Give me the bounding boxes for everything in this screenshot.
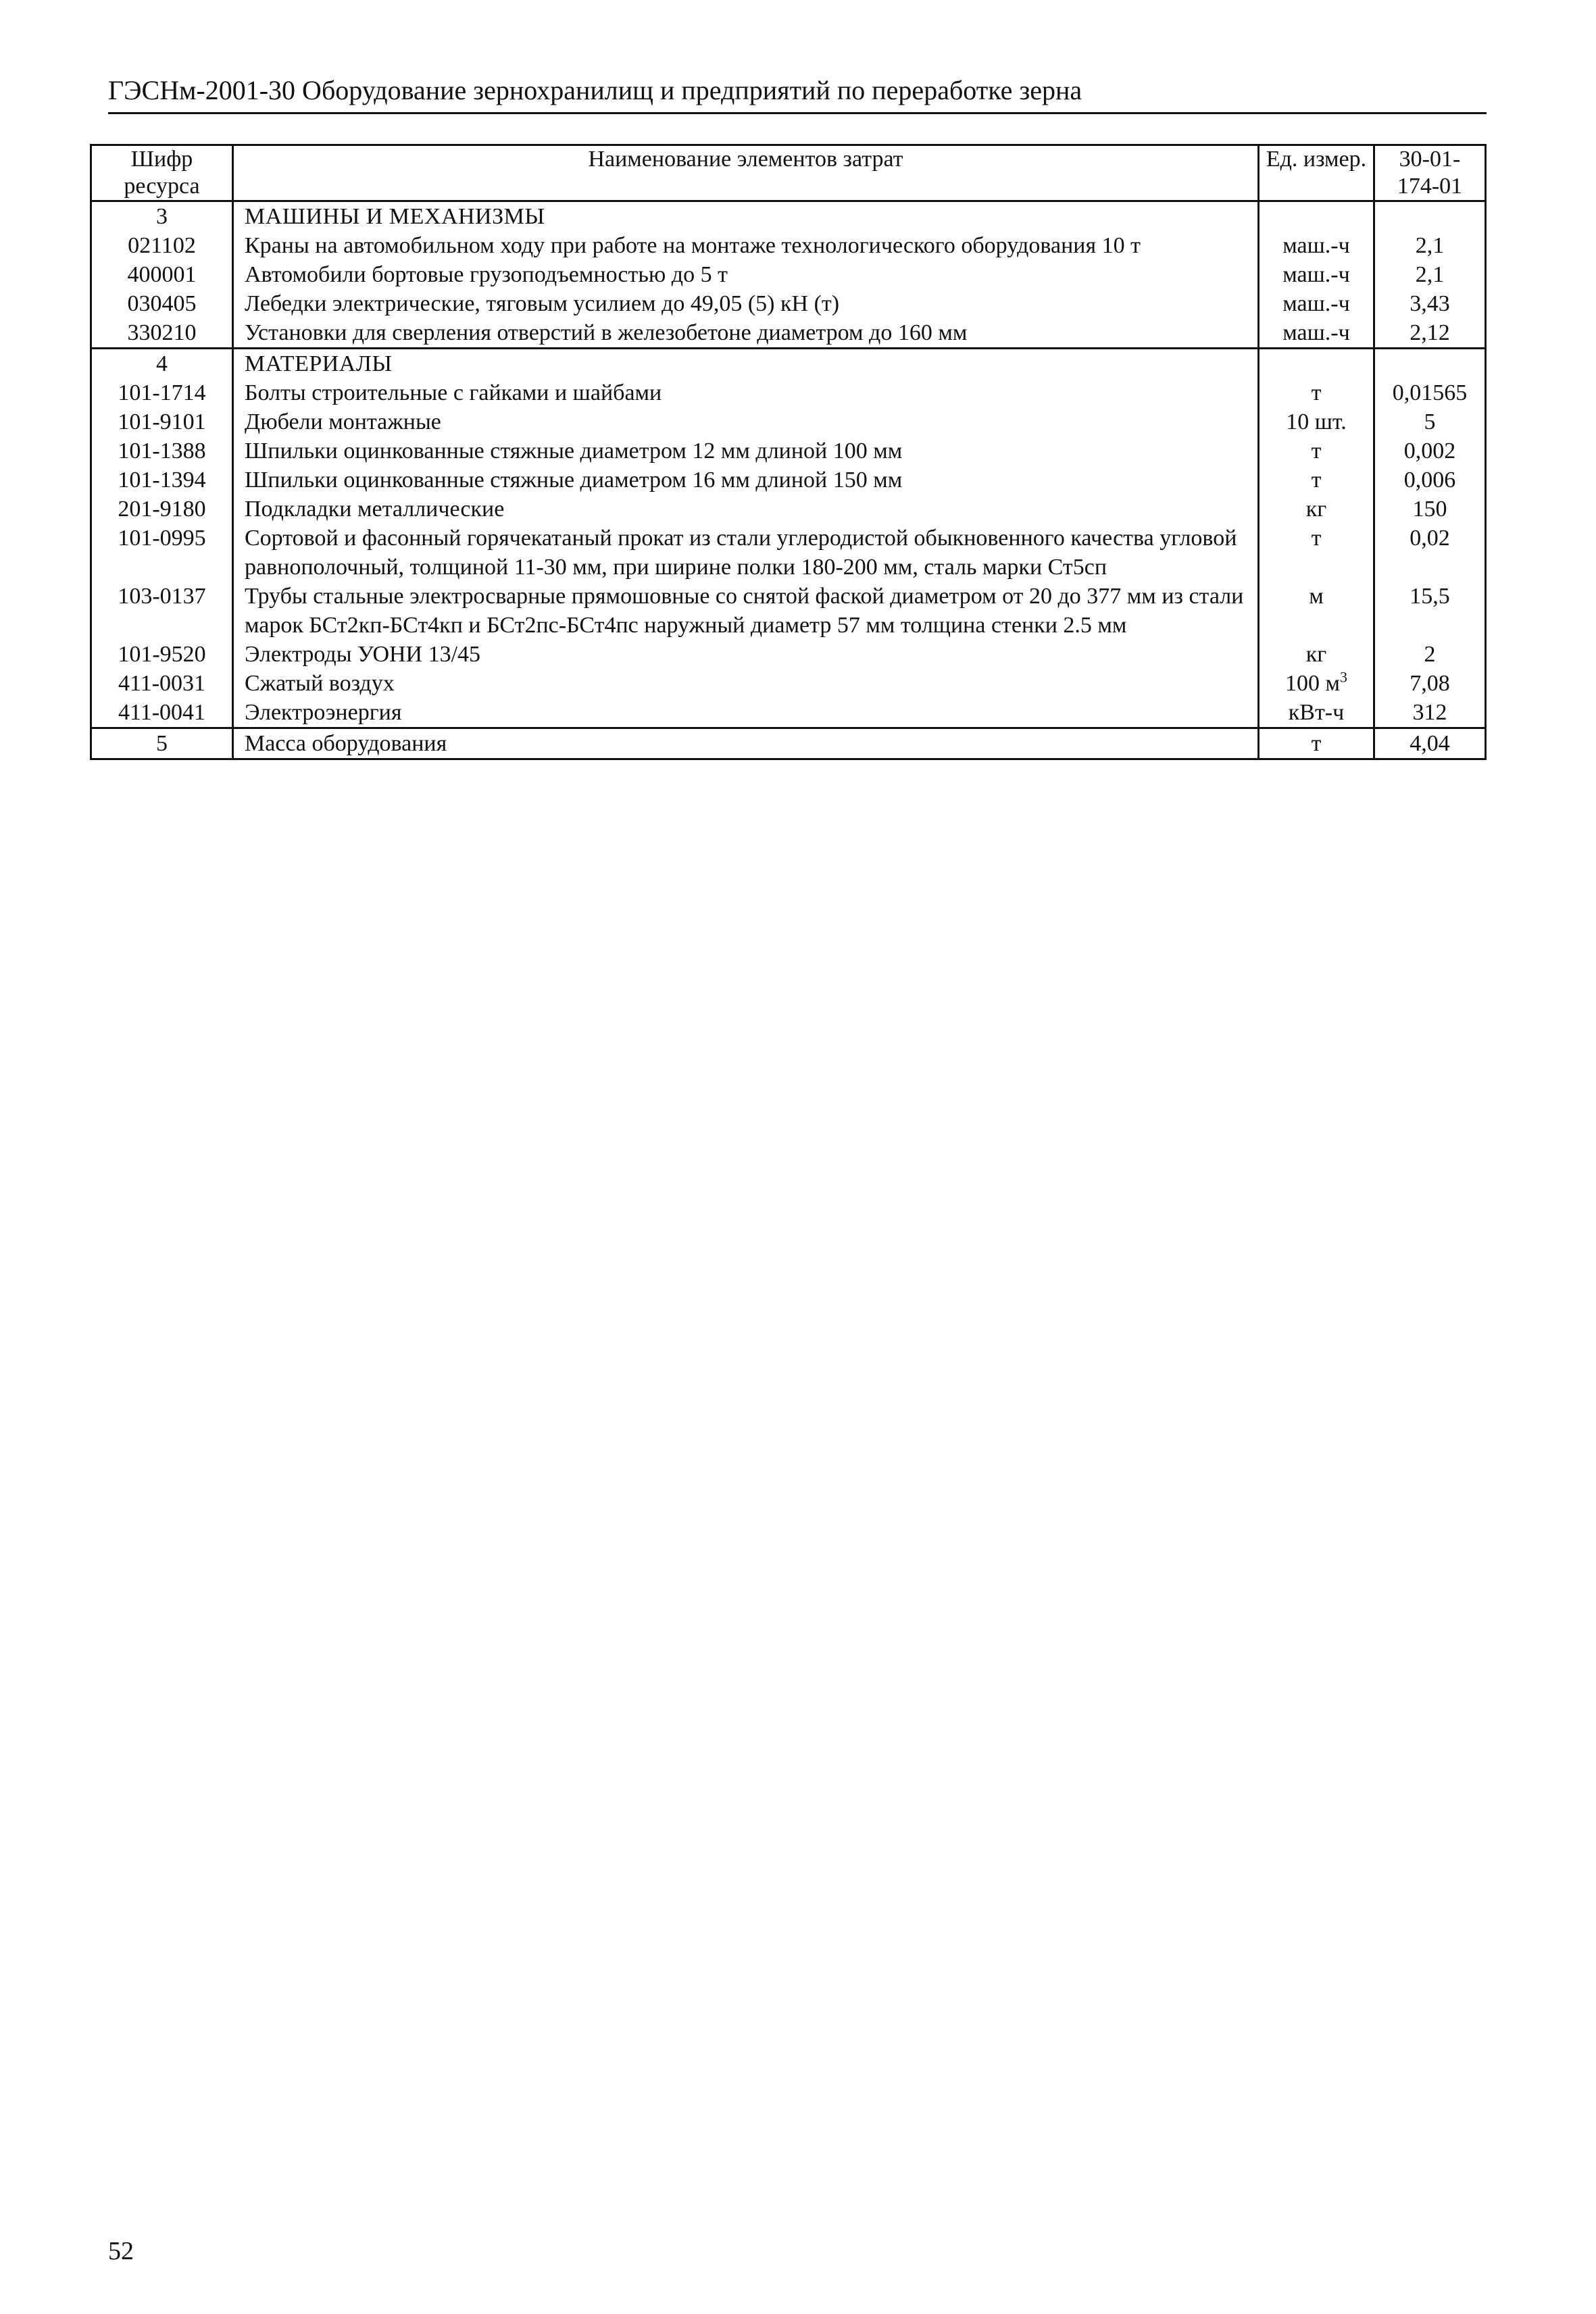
resource-value: 5 xyxy=(1374,407,1486,436)
resource-unit xyxy=(1259,436,1374,466)
resource-value: 2,12 xyxy=(1374,318,1486,349)
resource-name: Трубы стальные электросварные прямошовные со снятой фаской диаметром от 20 до 377 мм из стали марок БСт2кп-БСт4кп и БСт2пс-БСт4пс наружный диаметр 57 мм толщина стенки 2.5 мм xyxy=(233,582,1259,640)
resource-unit-text: 100 м xyxy=(1285,671,1340,696)
resource-unit-text: м xyxy=(1309,584,1324,609)
resource-unit xyxy=(1259,407,1374,436)
resource-unit xyxy=(1259,640,1374,669)
resource-code: 101-1388 xyxy=(91,436,233,466)
resource-name: Автомобили бортовые грузоподъемностью до 5 т xyxy=(233,260,1259,289)
resource-code: 400001 xyxy=(91,260,233,289)
table-row xyxy=(91,698,1486,728)
resource-unit xyxy=(1259,378,1374,407)
resource-value: 0,01565 xyxy=(1374,378,1486,407)
resource-name: Сортовой и фасонный горячекатаный прокат из стали углеродистой обыкновенного качества угловой равнополочный, толщиной 11-30 мм, при ширине полки 180-200 мм, сталь марки Ст5сп xyxy=(233,524,1259,582)
table-body xyxy=(91,201,1486,759)
resource-unit-text: т xyxy=(1311,438,1322,463)
resource-code: 330210 xyxy=(91,318,233,349)
table-header-row xyxy=(91,145,1486,201)
resource-name: Краны на автомобильном ходу при работе на монтаже технологического оборудования 10 т xyxy=(233,231,1259,260)
resource-value: 312 xyxy=(1374,698,1486,728)
resource-unit-text: кВт-ч xyxy=(1288,700,1345,725)
resource-name: Электроды УОНИ 13/45 xyxy=(233,640,1259,669)
table-row xyxy=(91,466,1486,495)
resource-cost-table xyxy=(90,144,1487,760)
total-number: 5 xyxy=(91,728,233,759)
resource-code: 411-0031 xyxy=(91,669,233,698)
section-header-row xyxy=(91,201,1486,232)
section-number: 3 xyxy=(91,201,233,232)
resource-code: 103-0137 xyxy=(91,582,233,640)
resource-unit-text: т xyxy=(1311,468,1322,493)
resource-unit xyxy=(1259,466,1374,495)
total-unit: т xyxy=(1259,728,1374,759)
resource-value: 0,002 xyxy=(1374,436,1486,466)
section-unit-cell xyxy=(1259,201,1374,232)
page-number: 52 xyxy=(108,2237,134,2265)
table-row xyxy=(91,524,1486,582)
resource-name: Электроэнергия xyxy=(233,698,1259,728)
resource-code: 021102 xyxy=(91,231,233,260)
resource-value: 15,5 xyxy=(1374,582,1486,640)
resource-unit xyxy=(1259,495,1374,524)
resource-code: 101-9101 xyxy=(91,407,233,436)
column-header-name: Наименование элементов затрат xyxy=(233,145,1259,201)
table-row xyxy=(91,407,1486,436)
total-row xyxy=(91,728,1486,759)
total-name: Масса оборудования xyxy=(233,728,1259,759)
resource-code: 101-9520 xyxy=(91,640,233,669)
resource-unit-text: т xyxy=(1311,380,1322,405)
table-row xyxy=(91,231,1486,260)
resource-name: Шпильки оцинкованные стяжные диаметром 16 мм длиной 150 мм xyxy=(233,466,1259,495)
table-row xyxy=(91,289,1486,318)
resource-value: 2 xyxy=(1374,640,1486,669)
section-number: 4 xyxy=(91,349,233,379)
table-row xyxy=(91,378,1486,407)
resource-code: 411-0041 xyxy=(91,698,233,728)
resource-value: 2,1 xyxy=(1374,260,1486,289)
table-row xyxy=(91,495,1486,524)
resource-unit-text: кг xyxy=(1305,497,1327,522)
resource-name: Подкладки металлические xyxy=(233,495,1259,524)
resource-code: 201-9180 xyxy=(91,495,233,524)
resource-name: Дюбели монтажные xyxy=(233,407,1259,436)
section-value-cell xyxy=(1374,201,1486,232)
total-value: 4,04 xyxy=(1374,728,1486,759)
table-row xyxy=(91,436,1486,466)
resource-unit xyxy=(1259,260,1374,289)
resource-unit xyxy=(1259,289,1374,318)
column-header-value: 30-01-174-01 xyxy=(1374,145,1486,201)
resource-code: 101-0995 xyxy=(91,524,233,582)
resource-name: Сжатый воздух xyxy=(233,669,1259,698)
table-row xyxy=(91,640,1486,669)
resource-value: 0,006 xyxy=(1374,466,1486,495)
resource-value: 7,08 xyxy=(1374,669,1486,698)
resource-unit-text: маш.-ч xyxy=(1282,291,1350,316)
table-row xyxy=(91,318,1486,349)
resource-unit-text: т xyxy=(1311,526,1322,551)
resource-unit-text: кг xyxy=(1305,642,1327,667)
resource-unit-superscript: 3 xyxy=(1340,669,1347,686)
resource-value: 2,1 xyxy=(1374,231,1486,260)
column-header-code: Шифр ресурса xyxy=(91,145,233,201)
table-row xyxy=(91,669,1486,698)
section-unit-cell xyxy=(1259,349,1374,379)
header-divider xyxy=(108,112,1487,114)
resource-code: 101-1714 xyxy=(91,378,233,407)
resource-name: Шпильки оцинкованные стяжные диаметром 12 мм длиной 100 мм xyxy=(233,436,1259,466)
resource-unit-text: маш.-ч xyxy=(1282,320,1350,345)
resource-unit xyxy=(1259,698,1374,728)
resource-value: 3,43 xyxy=(1374,289,1486,318)
resource-code: 030405 xyxy=(91,289,233,318)
resource-name: Болты строительные с гайками и шайбами xyxy=(233,378,1259,407)
resource-unit xyxy=(1259,318,1374,349)
page-title: ГЭСНм-2001-30 Оборудование зернохранилищ и предприятий по переработке зерна xyxy=(108,75,1082,105)
resource-code: 101-1394 xyxy=(91,466,233,495)
section-value-cell xyxy=(1374,349,1486,379)
resource-value: 150 xyxy=(1374,495,1486,524)
resource-name: Установки для сверления отверстий в железобетоне диаметром до 160 мм xyxy=(233,318,1259,349)
section-header-row xyxy=(91,349,1486,379)
section-title: МАТЕРИАЛЫ xyxy=(233,349,1259,379)
table-row xyxy=(91,582,1486,640)
column-header-unit: Ед. измер. xyxy=(1259,145,1374,201)
resource-unit-text: маш.-ч xyxy=(1282,233,1350,258)
resource-unit xyxy=(1259,524,1374,582)
resource-value: 0,02 xyxy=(1374,524,1486,582)
section-title: МАШИНЫ И МЕХАНИЗМЫ xyxy=(233,201,1259,232)
resource-unit xyxy=(1259,231,1374,260)
table-row xyxy=(91,260,1486,289)
resource-unit xyxy=(1259,669,1374,698)
resource-unit xyxy=(1259,582,1374,640)
resource-unit-text: маш.-ч xyxy=(1282,262,1350,287)
resource-unit-text: 10 шт. xyxy=(1286,409,1347,434)
resource-name: Лебедки электрические, тяговым усилием до 49,05 (5) кН (т) xyxy=(233,289,1259,318)
